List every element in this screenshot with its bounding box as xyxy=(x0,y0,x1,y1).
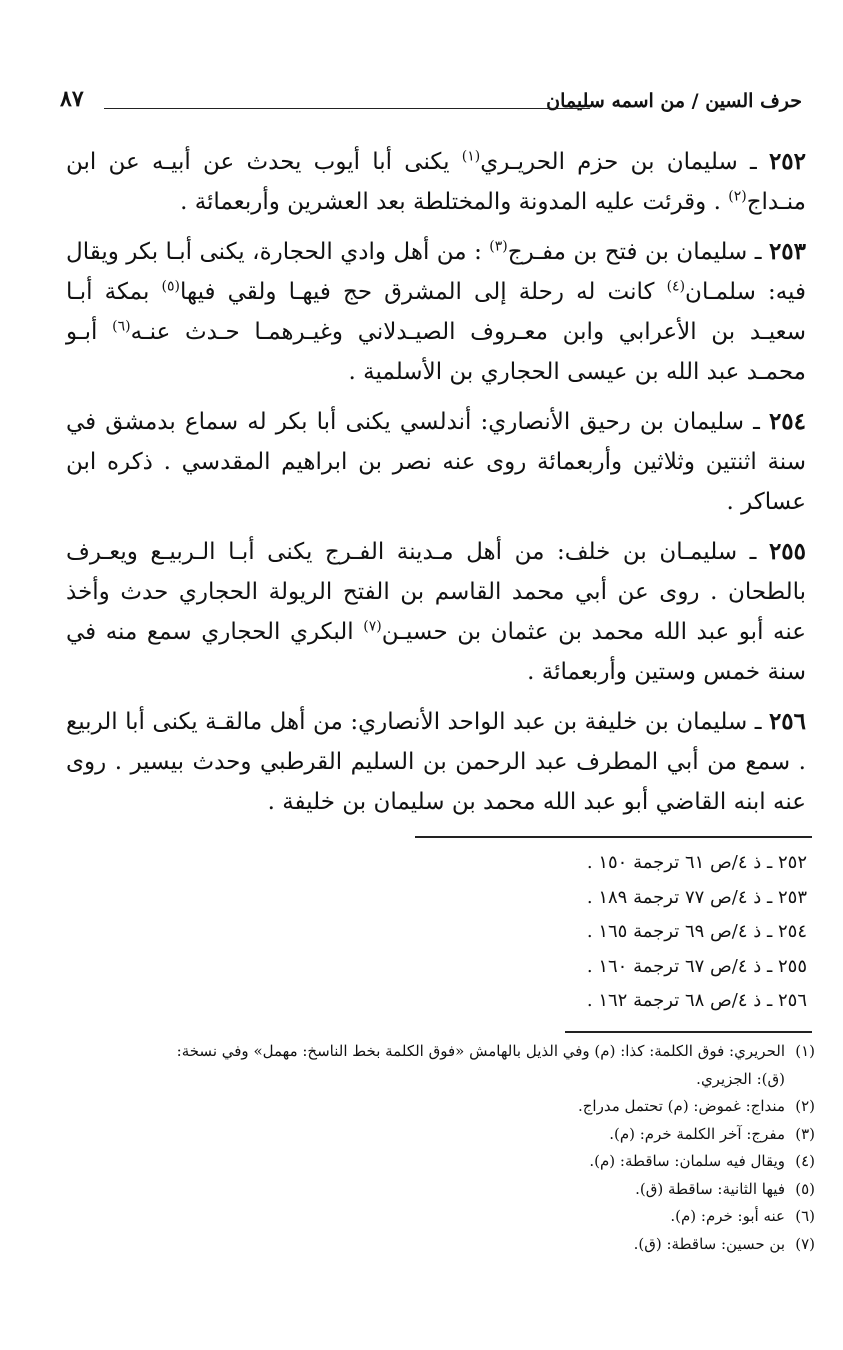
footnote: (٢)منداج: غموض: (م) تحتمل مدراج. xyxy=(577,1097,815,1115)
footnote: (٥)فيها الثانية: ساقطة (ق). xyxy=(635,1179,815,1198)
entry-253: ٢٥٣ ـ سليمان بن فتح بن مفـرج$^{(٣)}$ : من أهل وادي الحجارة، يكنى أبـا بكر ويقال فيه: سلمـان$^{(٤)}$ كانت له رحلة إلى المشرق حج فيهـا ولقي فيها$^{(٥)}$ بمكة أبـا سعيـد بن الأعرابي وابن معـروف الصيـدلاني وغيـرهمـا حـدث عنـه$^{(٦)}$ أبـو محمـد عبد الله بن عيسى الحجاري بن الأسلمية . xyxy=(66,238,806,385)
source-references xyxy=(407,846,807,1019)
entry-256: ٢٥٦ ـ سليمان بن خليفة بن عبد الواحد الأنصاري: من أهل مالقـة يكنى أبا الربيع . سمع من أبي المطرف عبد الرحمن بن السليم القرطبي وحدث بيسير . روى عنه ابنه القاضي أبو عبد الله محمد بن سليمان بن خليفة . xyxy=(66,708,806,815)
footnote: (١)الحريري: فوق الكلمة: كذا: (م) وفي الذيل بالهامش «فوق الكلمة بخط الناسخ: مهمل» وفي نسخة: xyxy=(176,1042,815,1060)
footnotes-rule xyxy=(565,1031,812,1033)
footnote-ref[interactable]: (٣) xyxy=(489,238,508,255)
footnote-ref[interactable]: (٧) xyxy=(363,618,382,635)
entry-254: ٢٥٤ ـ سليمان بن رحيق الأنصاري: أندلسي يكنى أبا بكر له سماع بدمشق في سنة اثنتين وثلاثين وأربعمائة روى عنه نصر بن ابراهيم المقدسي . ذكره ابن عساكر . xyxy=(66,408,807,515)
source-ref: ٢٥٤ ـ ذ ٤/ص ٦٩ ترجمة ١٦٥ . xyxy=(586,921,807,942)
footnote: (٣)مفرج: آخر الكلمة خرم: (م). xyxy=(609,1124,815,1143)
running-title: حرف السين / من اسمه سليمان xyxy=(546,90,802,112)
footnote-continuation: (ق): الجزيري. xyxy=(696,1069,785,1088)
footnote: (٦)عنه أبو: خرم: (م). xyxy=(670,1207,815,1225)
entry-255: ٢٥٥ ـ سليمـان بن خلف: من أهل مـدينة الفـرج يكنى أبـا الـربيـع ويعـرف بالطحان . روى عن أبي محمد القاسم بن الفتح الريولة الحجاري حدث وأخذ عنه أبو عبد الله محمد بن عثمان بن حسيـن$^{(٧)}$ البكري الحجاري سمع منه في سنة خمس وستين وأربعمائة . xyxy=(66,538,807,685)
footnote-ref[interactable]: (١) xyxy=(461,148,481,165)
source-ref: ٢٥٦ ـ ذ ٤/ص ٦٨ ترجمة ١٦٢ . xyxy=(586,990,807,1011)
footnotes xyxy=(40,1038,815,1258)
footnote-ref[interactable]: (٢) xyxy=(728,188,747,205)
footnote-ref[interactable]: (٤) xyxy=(666,278,686,295)
source-ref: ٢٥٥ ـ ذ ٤/ص ٦٧ ترجمة ١٦٠ . xyxy=(586,955,807,977)
header-rule xyxy=(104,108,590,109)
footnote: (٧)بن حسين: ساقطة: (ق). xyxy=(633,1234,815,1253)
footnote-ref[interactable]: (٦) xyxy=(112,318,131,335)
source-refs-rule xyxy=(415,836,812,838)
page-header xyxy=(60,86,802,120)
source-ref: ٢٥٢ ـ ذ ٤/ص ٦١ ترجمة ١٥٠ . xyxy=(586,852,807,873)
footnote: (٤)ويقال فيه سلمان: ساقطة: (م). xyxy=(589,1152,815,1170)
source-ref: ٢٥٣ ـ ذ ٤/ص ٧٧ ترجمة ١٨٩ . xyxy=(586,886,807,908)
entry-252: ٢٥٢ ـ سليمان بن حزم الحريـري$^{(١)}$ يكنى أبا أيوب يحدث عن أبيـه عن ابن منـداج$^{(٢)}$ . وقرئت عليه المدونة والمختلطة بعد العشرين وأربعمائة . xyxy=(66,148,806,215)
page-number: ٨٧ xyxy=(60,86,84,112)
footnote-ref[interactable]: (٥) xyxy=(161,278,180,295)
entries xyxy=(66,142,806,832)
